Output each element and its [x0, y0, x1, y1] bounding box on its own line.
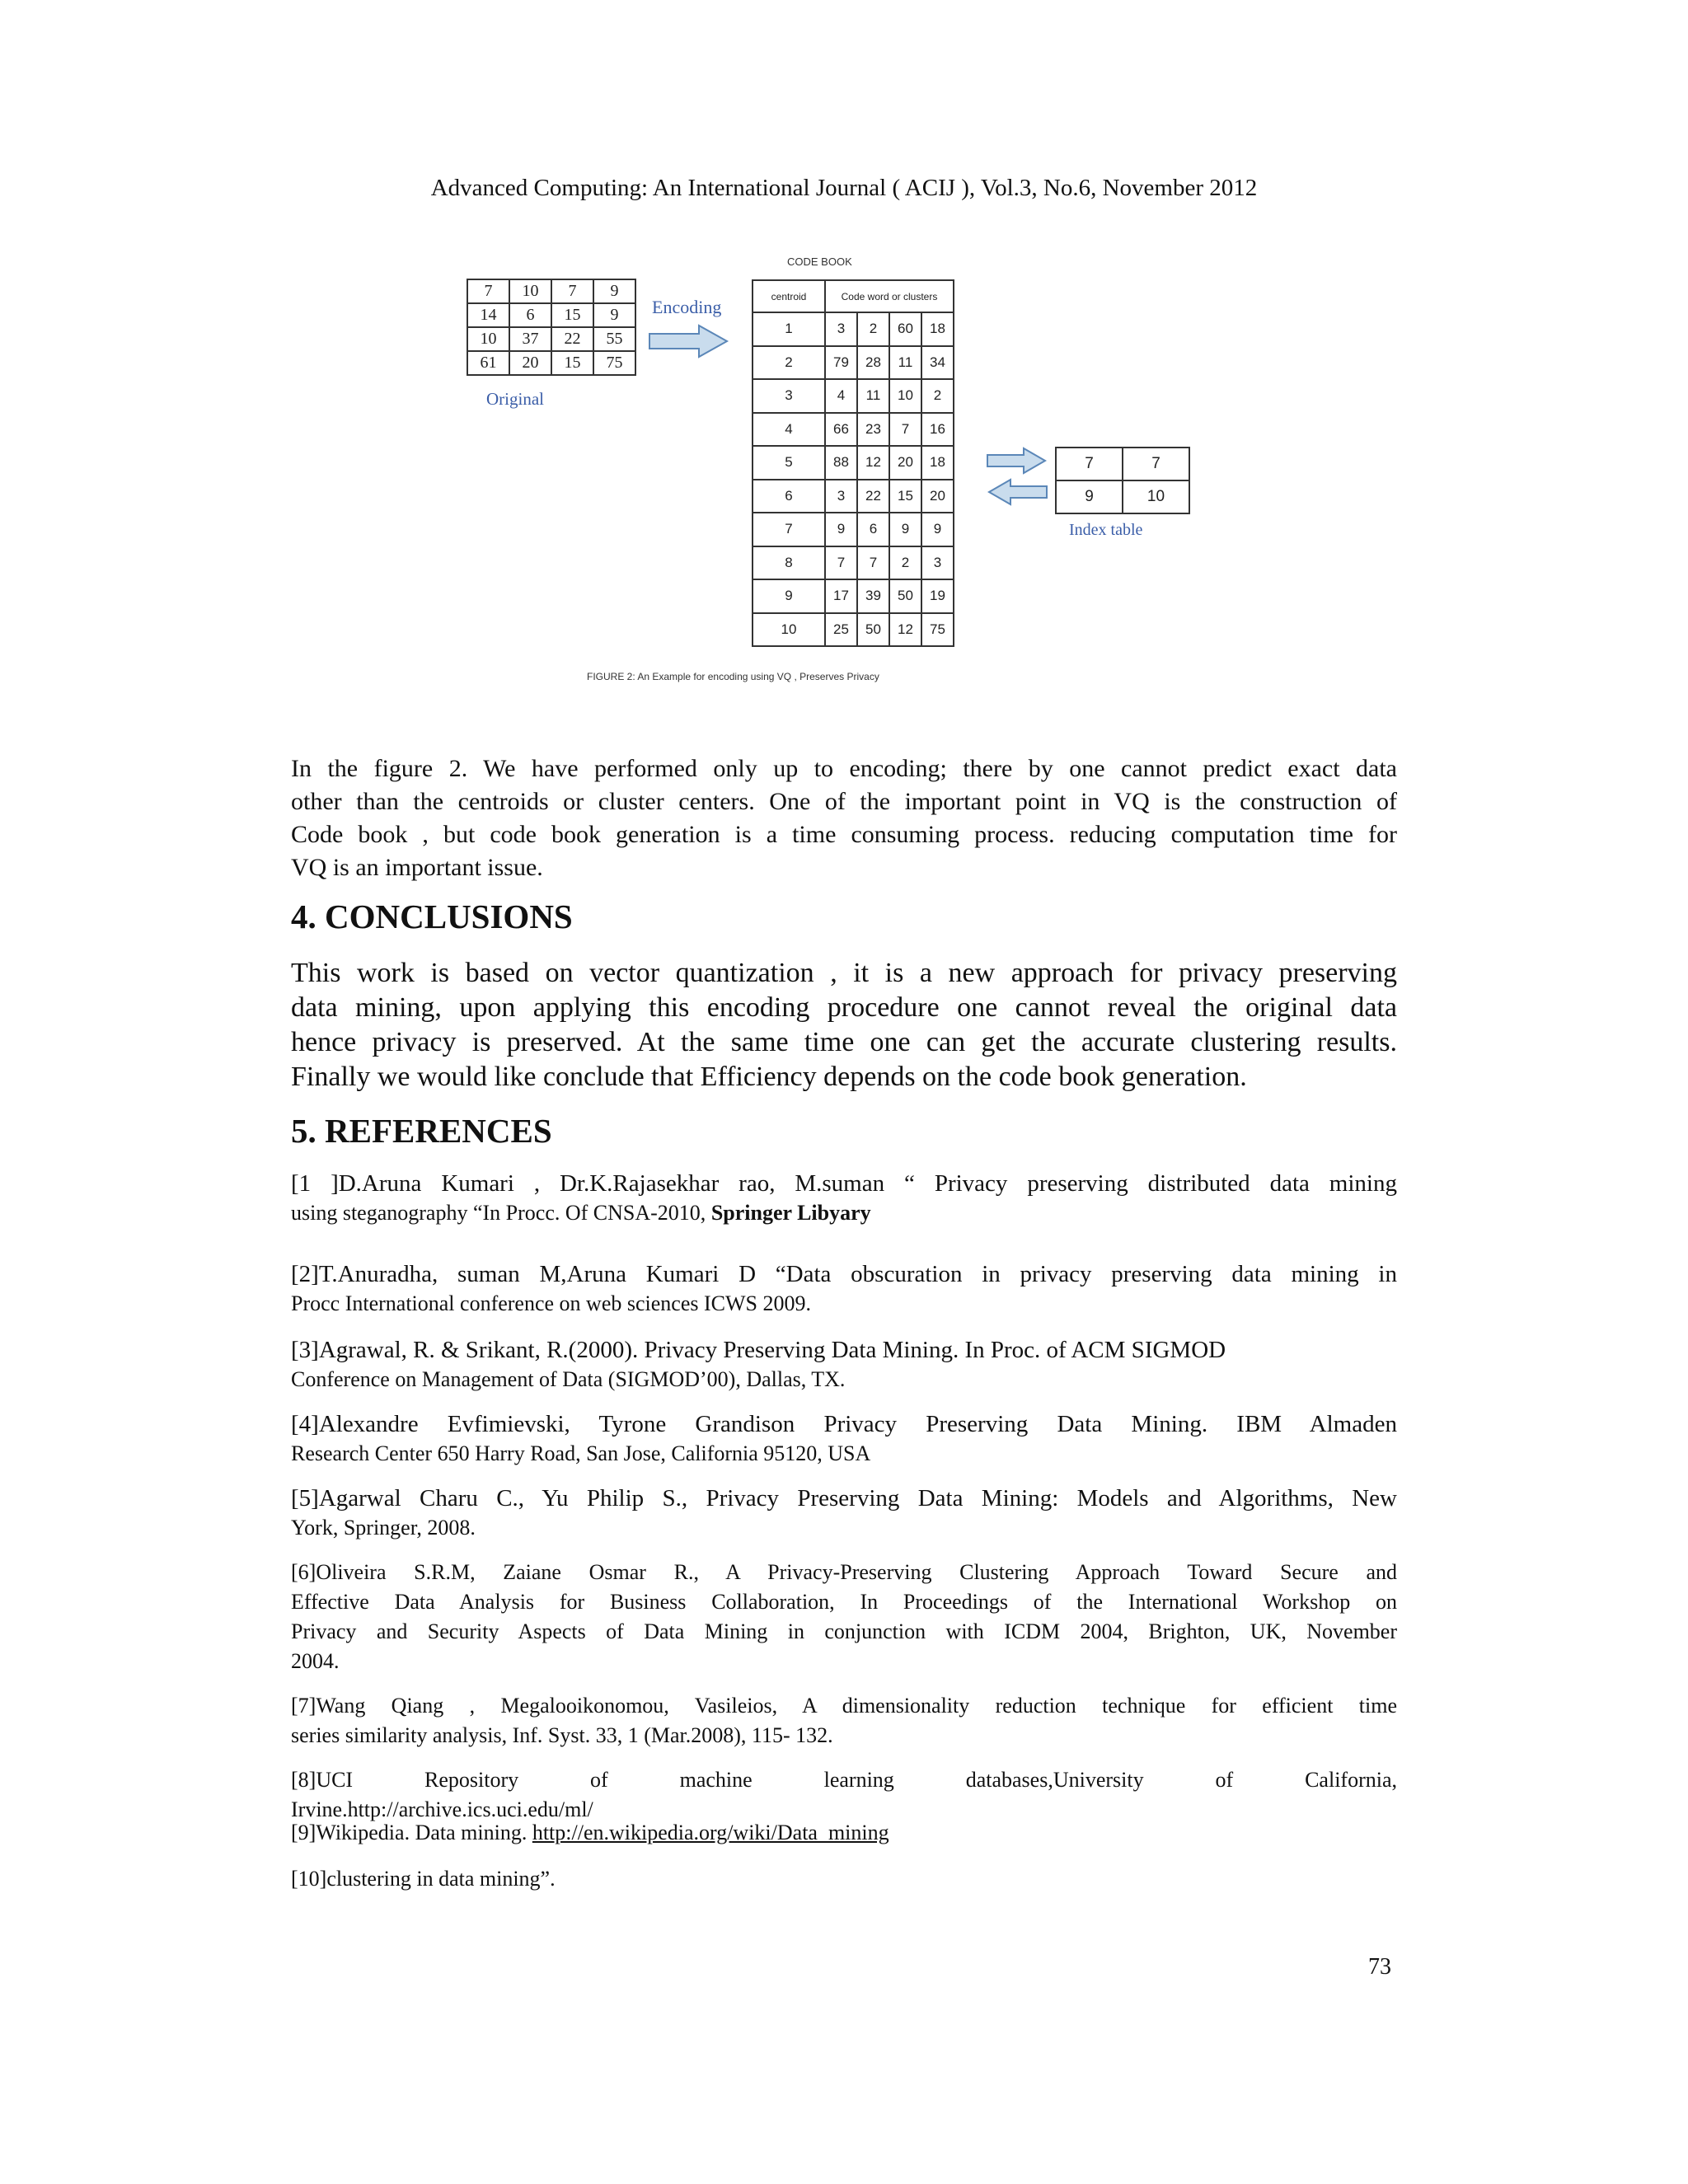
right-arrow-icon [986, 447, 1048, 475]
codebook-cell: 9 [825, 513, 857, 546]
index-table-cell: 7 [1123, 448, 1189, 480]
codebook-cell: 18 [921, 312, 954, 346]
original-matrix-cell: 7 [467, 279, 509, 303]
codebook-cell: 7 [825, 546, 857, 580]
running-header: Advanced Computing: An International Journal ( ACIJ ), Vol.3, No.6, November 2012 [430, 175, 1258, 201]
codebook-cell: 5 [753, 446, 825, 480]
original-matrix-cell: 14 [467, 303, 509, 327]
codebook-cell: 2 [889, 546, 921, 580]
page-number: 73 [1368, 1954, 1391, 1980]
original-matrix-cell: 55 [593, 327, 635, 351]
codebook-cell: 11 [857, 379, 889, 413]
codebook-cell: 39 [857, 579, 889, 613]
conclusions-line: hence privacy is preserved. At the same time one can get the accurate clustering results. [291, 1027, 1397, 1057]
reference-line [291, 1169, 1397, 1198]
wikipedia-link[interactable]: http://en.wikipedia.org/wiki/Data_mining [532, 1821, 889, 1844]
reference-line: Effective Data Analysis for Business Collaboration, In Proceedings of the International Workshop on [291, 1590, 1397, 1614]
codebook-cell: 2 [921, 379, 954, 413]
codebook-row [753, 312, 954, 346]
index-table-row [1056, 480, 1189, 513]
reference-line: Research Center 650 Harry Road, San Jose, California 95120, USA [291, 1441, 871, 1465]
codebook-cell: 23 [857, 413, 889, 447]
codebook-row [753, 480, 954, 513]
reference-text: [9]Wikipedia. Data mining. [291, 1821, 532, 1844]
reference-publisher: Springer Libyary [710, 1201, 871, 1225]
original-matrix-cell: 10 [467, 327, 509, 351]
codebook-header-centroid: centroid [753, 280, 825, 312]
original-matrix-table [467, 279, 636, 376]
reference-line: 2004. [291, 1649, 340, 1673]
codebook-cell: 22 [857, 480, 889, 513]
reference-9 [291, 1818, 1397, 1848]
codebook-cell: 9 [889, 513, 921, 546]
codebook-cell: 6 [857, 513, 889, 546]
reference-line: [8]UCI Repository of machine learning databases,University of California, [291, 1768, 1397, 1792]
codebook-cell: 25 [825, 613, 857, 647]
reference-line: [7]Wang Qiang , Megalooikonomou, Vasileios, A dimensionality reduction technique for efficient time [291, 1694, 1397, 1718]
conclusions-line: Finally we would like conclude that Efficiency depends on the code book generation. [291, 1062, 1247, 1092]
original-matrix-cell: 7 [551, 279, 593, 303]
reference-line: [3]Agrawal, R. & Srikant, R.(2000). Privacy Preserving Data Mining. In Proc. of ACM SIGMOD [291, 1337, 1226, 1363]
original-label: Original [486, 389, 544, 409]
codebook-cell: 12 [889, 613, 921, 647]
reference-line: [5]Agarwal Charu C., Yu Philip S., Privacy Preserving Data Mining: Models and Algorithms, New [291, 1485, 1397, 1511]
codebook-cell: 60 [889, 312, 921, 346]
codebook-cell: 18 [921, 446, 954, 480]
codebook-cell: 3 [921, 546, 954, 580]
reference-6 [291, 1558, 1397, 1676]
codebook-cell: 9 [921, 513, 954, 546]
codebook-cell: 4 [753, 413, 825, 447]
codebook-row [753, 413, 954, 447]
codebook-cell: 50 [889, 579, 921, 613]
codebook-cell: 20 [889, 446, 921, 480]
original-matrix-row [467, 351, 635, 375]
original-matrix-cell: 61 [467, 351, 509, 375]
codebook-cell: 3 [825, 312, 857, 346]
original-matrix-row [467, 327, 635, 351]
original-matrix-cell: 37 [509, 327, 551, 351]
codebook-cell: 1 [753, 312, 825, 346]
codebook-row [753, 579, 954, 613]
codebook-cell: 6 [753, 480, 825, 513]
codebook-cell: 12 [857, 446, 889, 480]
reference-5 [291, 1483, 1397, 1543]
reference-line: Conference on Management of Data (SIGMOD’00), Dallas, TX. [291, 1367, 846, 1391]
codebook-cell: 50 [857, 613, 889, 647]
original-matrix-cell: 9 [593, 279, 635, 303]
codebook-cell: 7 [889, 413, 921, 447]
codebook-cell: 9 [753, 579, 825, 613]
reference-4 [291, 1409, 1397, 1469]
original-matrix-cell: 6 [509, 303, 551, 327]
codebook-cell: 66 [825, 413, 857, 447]
original-matrix-cell: 9 [593, 303, 635, 327]
conclusions-paragraph [291, 956, 1397, 1094]
reference-3 [291, 1335, 1397, 1394]
reference-7 [291, 1691, 1397, 1750]
reference-line: [2]T.Anuradha, suman M,Aruna Kumari D “Data obscuration in privacy preserving data mining in [291, 1261, 1397, 1287]
codebook-cell: 88 [825, 446, 857, 480]
intro-line: In the figure 2. We have performed only up to encoding; there by one cannot predict exact data [291, 755, 1397, 782]
intro-line: VQ is an important issue. [291, 854, 543, 881]
conclusions-line: data mining, upon applying this encoding procedure one cannot reveal the original data [291, 992, 1397, 1023]
index-table-cell: 10 [1123, 480, 1189, 513]
original-matrix-cell: 10 [509, 279, 551, 303]
codebook-title: CODE BOOK [787, 255, 852, 268]
reference-line: Procc International conference on web sciences ICWS 2009. [291, 1291, 811, 1315]
codebook-cell: 10 [889, 379, 921, 413]
figure-2 [0, 0, 1688, 709]
reference-text: [10]clustering in data mining”. [291, 1867, 556, 1891]
codebook-cell: 17 [825, 579, 857, 613]
index-table-cell: 9 [1056, 480, 1123, 513]
original-matrix-row [467, 279, 635, 303]
reference-1 [291, 1169, 1397, 1228]
codebook-cell: 4 [825, 379, 857, 413]
reference-tag: [1 ] [291, 1170, 339, 1197]
reference-line [291, 1198, 1397, 1228]
codebook-cell: 15 [889, 480, 921, 513]
reference-line: series similarity analysis, Inf. Syst. 33, 1 (Mar.2008), 115- 132. [291, 1723, 833, 1747]
codebook-header-row [753, 280, 954, 312]
conclusions-heading: 4. CONCLUSIONS [291, 898, 573, 935]
reference-2 [291, 1259, 1397, 1319]
intro-line: Code book , but code book generation is a time consuming process. reducing computation time for [291, 821, 1397, 848]
codebook-row [753, 446, 954, 480]
codebook-cell: 10 [753, 613, 825, 647]
codebook-cell: 79 [825, 346, 857, 380]
original-matrix-cell: 15 [551, 351, 593, 375]
reference-10 [291, 1864, 1397, 1894]
codebook-cell: 34 [921, 346, 954, 380]
codebook-cell: 8 [753, 546, 825, 580]
codebook-cell: 20 [921, 480, 954, 513]
codebook-cell: 2 [753, 346, 825, 380]
codebook-table [752, 279, 954, 647]
reference-text: D.Aruna Kumari , Dr.K.Rajasekhar rao, M.suman “ Privacy preserving distributed data mining [338, 1170, 1397, 1197]
references-heading: 5. REFERENCES [291, 1112, 552, 1150]
reference-line: [6]Oliveira S.R.M, Zaiane Osmar R., A Privacy-Preserving Clustering Approach Toward Secure and [291, 1560, 1397, 1584]
codebook-header-codeword: Code word or clusters [825, 280, 954, 312]
codebook-cell: 75 [921, 613, 954, 647]
codebook-row [753, 379, 954, 413]
codebook-row [753, 613, 954, 647]
codebook-cell: 11 [889, 346, 921, 380]
codebook-row [753, 513, 954, 546]
original-matrix-cell: 20 [509, 351, 551, 375]
original-matrix-row [467, 303, 635, 327]
reference-line: Privacy and Security Aspects of Data Mining in conjunction with ICDM 2004, Brighton, UK, November [291, 1619, 1397, 1643]
index-table [1055, 447, 1190, 514]
index-table-cell: 7 [1056, 448, 1123, 480]
original-matrix-cell: 75 [593, 351, 635, 375]
original-matrix-body [467, 279, 635, 375]
encoding-arrow-icon [648, 323, 730, 359]
index-table-body [1056, 448, 1189, 513]
left-arrow-icon [986, 478, 1048, 506]
codebook-row [753, 346, 954, 380]
codebook-cell: 28 [857, 346, 889, 380]
codebook-row [753, 546, 954, 580]
codebook-cell: 16 [921, 413, 954, 447]
reference-line: York, Springer, 2008. [291, 1516, 476, 1540]
reference-8 [291, 1765, 1397, 1825]
intro-line: other than the centroids or cluster centers. One of the important point in VQ is the construction of [291, 788, 1397, 815]
conclusions-line: This work is based on vector quantization , it is a new approach for privacy preserving [291, 958, 1397, 988]
original-matrix-cell: 22 [551, 327, 593, 351]
codebook-cell: 7 [753, 513, 825, 546]
figure-caption: FIGURE 2: An Example for encoding using VQ , Preserves Privacy [587, 671, 879, 682]
reference-text: using steganography “In Procc. Of CNSA-2010, [291, 1201, 711, 1225]
index-table-row [1056, 448, 1189, 480]
index-table-label: Index table [1069, 521, 1143, 539]
codebook-body [753, 280, 954, 646]
reference-line: [4]Alexandre Evfimievski, Tyrone Grandison Privacy Preserving Data Mining. IBM Almaden [291, 1411, 1397, 1437]
codebook-cell: 7 [857, 546, 889, 580]
codebook-cell: 2 [857, 312, 889, 346]
codebook-cell: 3 [753, 379, 825, 413]
intro-paragraph [291, 752, 1397, 884]
codebook-cell: 3 [825, 480, 857, 513]
original-matrix-cell: 15 [551, 303, 593, 327]
encoding-label: Encoding [652, 297, 722, 317]
reference-line: Irvine.http://archive.ics.uci.edu/ml/ [291, 1797, 593, 1821]
codebook-cell: 19 [921, 579, 954, 613]
